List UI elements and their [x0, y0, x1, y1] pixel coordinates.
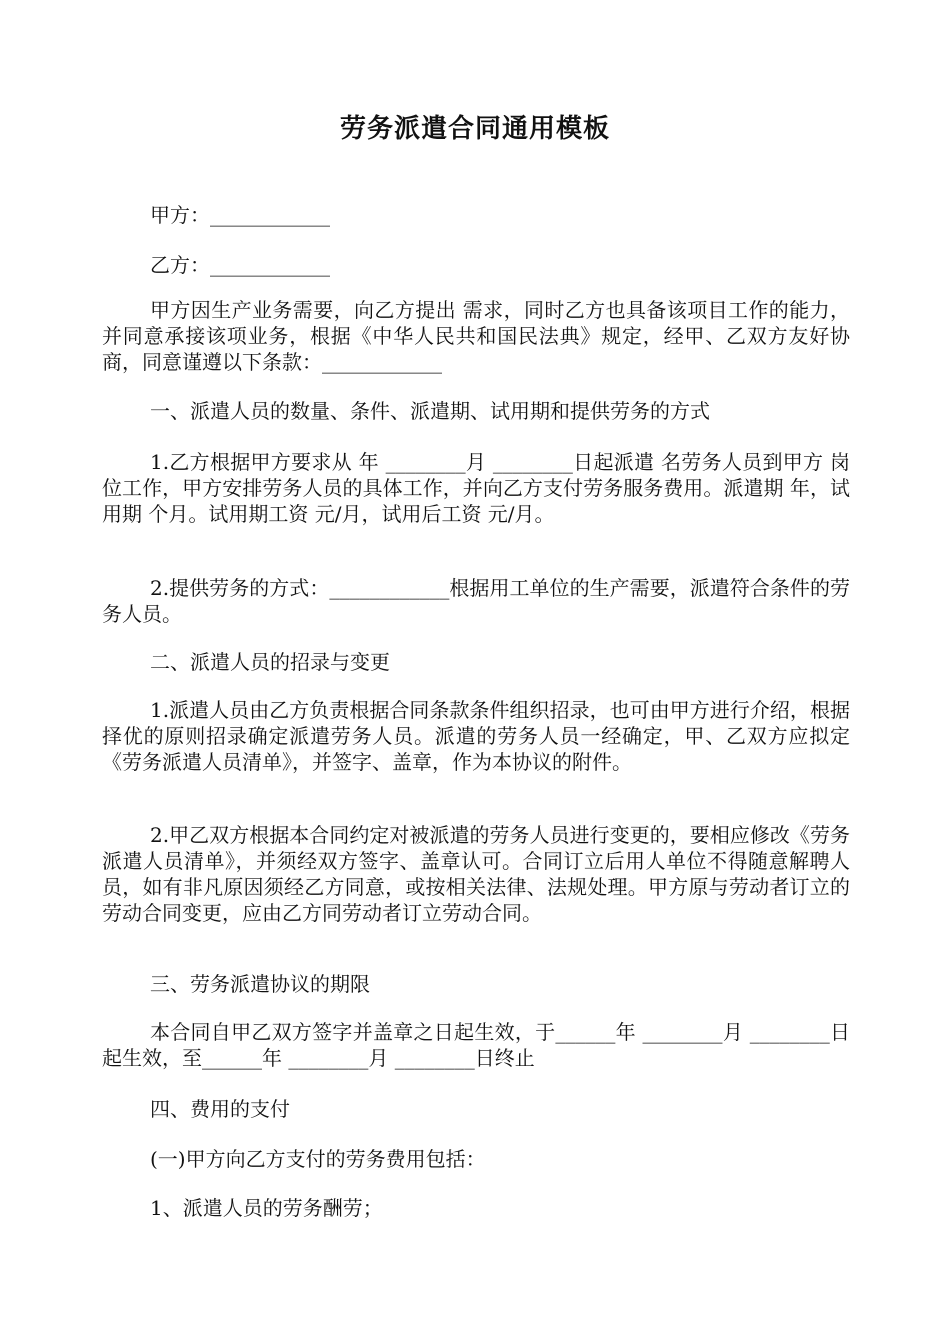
document-title: 劳务派遣合同通用模板	[339, 114, 610, 144]
section1-item1: 1.乙方根据甲方要求从 年 ________月 ________日起派遣 名劳务人员到甲方 岗位工作，甲方安排劳务人员的具体工作，并向乙方支付劳务服务费用。派遣期 年，试用期 个月。试用期工资 元/月，试用后工资 元/月。	[102, 450, 850, 526]
section4-item1: 1、派遣人员的劳务酬劳；	[150, 1196, 383, 1220]
section4-sub1: (一)甲方向乙方支付的劳务费用包括：	[150, 1147, 486, 1171]
party-b-line: 乙方：____________	[150, 253, 330, 277]
intro-paragraph: 甲方因生产业务需要，向乙方提出 需求，同时乙方也具备该项目工作的能力，并同意承接该项业务，根据《中华人民共和国民法典》规定，经甲、乙双方友好协商，同意谨遵以下条款：____________	[102, 298, 850, 374]
section3-heading: 三、劳务派遣协议的期限	[150, 972, 370, 996]
section4-heading: 四、费用的支付	[150, 1097, 290, 1121]
section2-item1: 1.派遣人员由乙方负责根据合同条款条件组织招录，也可由甲方进行介绍，根据择优的原则招录确定派遣劳务人员。派遣的劳务人员一经确定，甲、乙双方应拟定《劳务派遣人员清单》，并签字、盖章，作为本协议的附件。	[102, 698, 850, 774]
section2-item2: 2.甲乙双方根据本合同约定对被派遣的劳务人员进行变更的，要相应修改《劳务派遣人员清单》，并须经双方签字、盖章认可。合同订立后用人单位不得随意解聘人员，如有非凡原因须经乙方同意，或按相关法律、法规处理。甲方原与劳动者订立的劳动合同变更，应由乙方同劳动者订立劳动合同。	[102, 823, 850, 925]
section2-heading: 二、派遣人员的招录与变更	[150, 650, 390, 674]
section3-body: 本合同自甲乙双方签字并盖章之日起生效，于______年 ________月 ________日起生效，至______年 ________月 ________日终止	[102, 1020, 850, 1070]
section1-heading: 一、派遣人员的数量、条件、派遣期、试用期和提供劳务的方式	[150, 399, 710, 423]
section1-item2: 2.提供劳务的方式：____________根据用工单位的生产需要，派遣符合条件的劳务人员。	[102, 576, 850, 626]
party-a-line: 甲方：____________	[150, 203, 330, 227]
